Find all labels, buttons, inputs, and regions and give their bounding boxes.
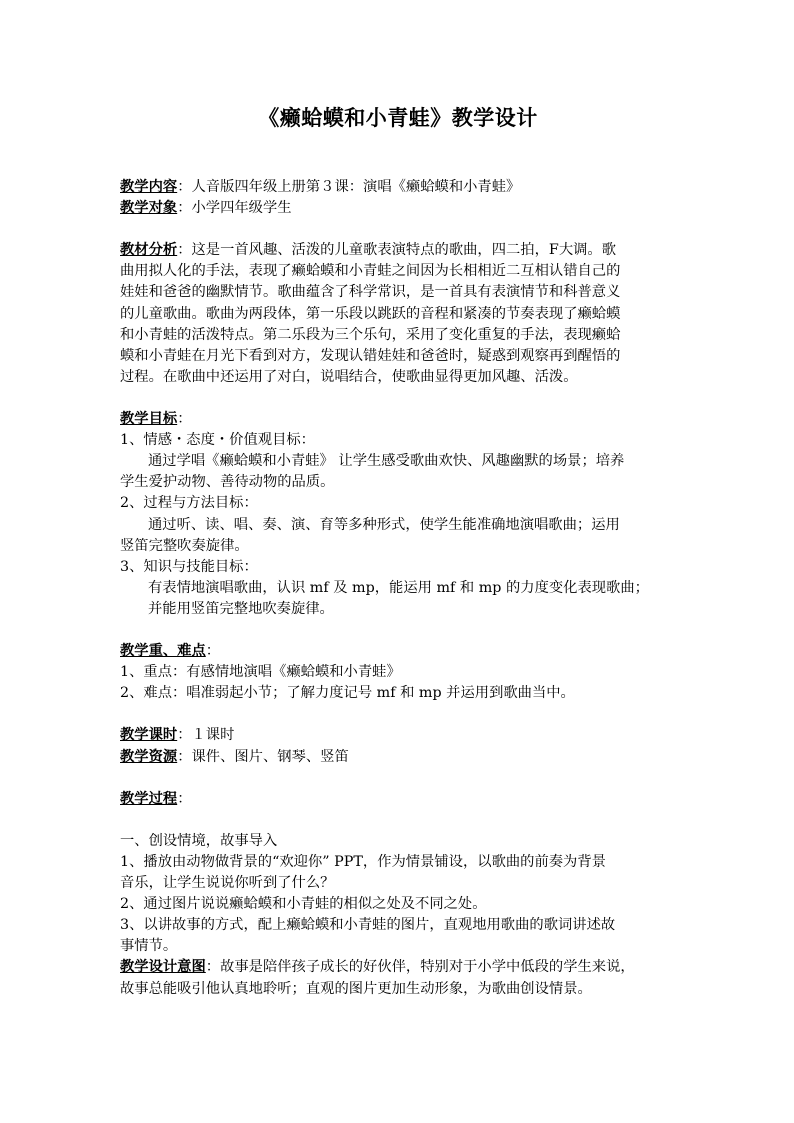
process-section-title: 一、创设情境，故事导入 [120,832,278,849]
analysis-line [120,240,676,261]
goal-item: 3、知识与技能目标： [120,558,258,575]
analysis-line: 娃娃和爸爸的幽默情节。歌曲蕴含了科学常识，是一首具有表演情节和科普意义 [120,284,621,301]
analysis-line: 蟆和小青蛙在月光下看到对方，发现认错娃娃和爸爸时，疑惑到观察再到醒悟的 [120,347,621,364]
analysis-label: 教材分析 [120,242,178,259]
content-label: 教学内容 [120,179,178,195]
goals-colon: ： [177,411,192,428]
analysis-line: 和小青蛙的活泼特点。第二乐段为三个乐句，采用了变化重复的手法，表现癞蛤 [120,326,621,343]
intent-text: ：故事是陪伴孩子成长的好伙伴，特别对于小学中低段的学生来说， [205,959,635,976]
goal-item: 1、情感・态度・价值观目标： [120,432,315,449]
content-text: ：人音版四年级上册第３课：演唱《癞蛤蟆和小青蛙》 [177,179,521,195]
goal-line: 并能用竖笛完整地吹奏旋律。 [148,600,334,617]
process-colon: ： [177,790,192,807]
goals-label: 教学目标 [120,411,178,428]
intent-label: 教学设计意图 [120,959,206,976]
keypoints-colon: ： [205,643,221,660]
target-line [120,198,676,219]
keypoint-item: 1、重点：有感情地演唱《癞蛤蟆和小青蛙》 [120,664,401,681]
content-line [120,177,676,198]
goals-heading [120,409,676,430]
analysis-line: 的儿童歌曲。歌曲为两段体，第一乐段以跳跃的音程和紧凑的节奏表现了癞蛤蟆 [120,305,621,322]
resources-text: ：课件、图片、钢琴、竖笛 [177,748,349,765]
resources-line [120,747,676,768]
goal-line: 通过听、读、唱、奏、演、育等多种形式，使学生能准确地演唱歌曲；运用 [148,516,620,533]
analysis-line: 曲用拟人化的手法，表现了癞蛤蟆和小青蛙之间因为长相相近二互相认错自己的 [120,263,621,280]
process-line: 3、以讲故事的方式，配上癞蛤蟆和小青蛙的图片，直观地用歌曲的歌词讲述故 [120,917,616,934]
goal-line: 有表情地演唱歌曲，认识 mf 及 mp，能运用 mf 和 mp 的力度变化表现歌曲； [148,579,649,596]
process-heading [120,789,676,810]
target-text: ：小学四年级学生 [177,200,292,217]
analysis-line: 过程。在歌曲中还运用了对白，说唱结合，使歌曲显得更加风趣、活泼。 [120,368,578,385]
target-label: 教学对象 [120,200,178,217]
hours-label: 教学课时 [120,727,178,744]
keypoints-label: 教学重、难点 [120,643,206,660]
goal-item: 2、过程与方法目标： [120,495,258,512]
goal-line: 学生爱护动物、善待动物的品质。 [120,474,335,491]
hours-line [120,725,676,746]
intent-line: 故事总能吸引他认真地聆听；直观的图片更加生动形象，为歌曲创设情景。 [120,980,592,997]
process-line: 事情节。 [120,938,178,955]
document-title: 《癞蛤蟆和小青蛙》教学设计 [258,105,538,130]
intent-line [120,957,676,978]
goal-line: 竖笛完整吹奏旋律。 [120,537,249,554]
goal-line: 通过学唱《癞蛤蟆和小青蛙》 让学生感受歌曲欢快、风趣幽默的场景；培养 [148,453,625,470]
hours-text: ：１课时 [177,727,235,744]
resources-label: 教学资源 [120,748,178,765]
keypoints-heading [120,641,676,662]
document-body [120,177,676,1000]
analysis-text: ：这是一首风趣、活泼的儿童歌表演特点的歌曲，四二拍，F大调。歌 [177,242,617,259]
process-line: 2、通过图片说说癞蛤蟆和小青蛙的相似之处及不同之处。 [120,896,487,913]
keypoint-item: 2、难点：唱准弱起小节；了解力度记号 mf 和 mp 并运用到歌曲当中。 [120,685,575,702]
process-line: 音乐，让学生说说你听到了什么？ [120,875,335,892]
process-label: 教学过程 [120,790,178,807]
process-line: 1、播放由动物做背景的“欢迎你” PPT，作为情景铺设，以歌曲的前奏为背景 [120,854,606,870]
